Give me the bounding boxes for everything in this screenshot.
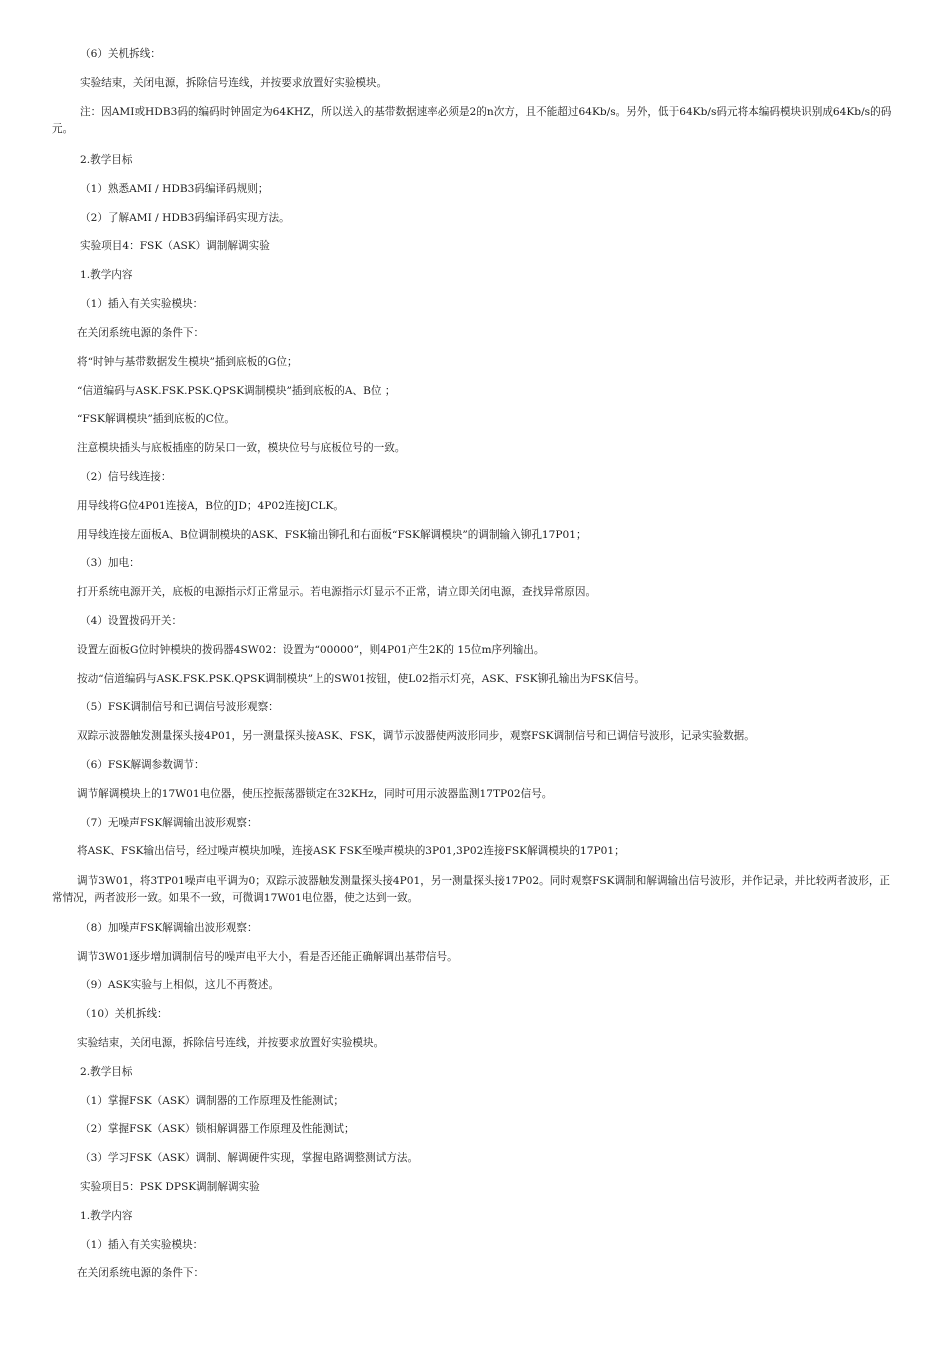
paragraph: “信道编码与ASK.FSK.PSK.QPSK调制模块”插到底板的A、B位 ； xyxy=(77,385,396,397)
step-heading: （3）加电： xyxy=(80,557,140,569)
paragraph: 将ASK、FSK输出信号，经过噪声模块加噪，连接ASK FSK至噪声模块的3P01,3P02连接FSK解调模块的17P01； xyxy=(77,845,625,857)
step-heading: （9）ASK实验与上相似，这儿不再赘述。 xyxy=(80,979,280,991)
experiment-title: 实验项目4：FSK（ASK）调制解调实验 xyxy=(80,240,270,252)
step-heading: （1）插入有关实验模块： xyxy=(80,1239,204,1251)
note-paragraph: 注：因AMI或HDB3码的编码时钟固定为64KHZ，所以送入的基带数据速率必须是2的n次方，且不能超过64Kb/s。另外，低于64Kb/s码元将本编码模块识别成64Kb/s的码元。 xyxy=(52,106,892,135)
paragraph: 调节解调模块上的17W01电位器，使压控振荡器锁定在32KHz，同时可用示波器监测17TP02信号。 xyxy=(77,788,553,800)
step-heading: （2）信号线连接： xyxy=(80,471,172,483)
list-item: （1）掌握FSK（ASK）调制器的工作原理及性能测试； xyxy=(80,1095,344,1107)
paragraph: 用导线将G位4P01连接A，B位的JD；4P02连接JCLK。 xyxy=(77,500,344,512)
list-item: （3）学习FSK（ASK）调制、解调硬件实现，掌握电路调整测试方法。 xyxy=(80,1152,419,1164)
experiment-title: 实验项目5：PSK DPSK调制解调实验 xyxy=(80,1181,260,1193)
list-item: （2）了解AMI / HDB3码编译码实现方法。 xyxy=(80,212,290,224)
paragraph: 在关闭系统电源的条件下： xyxy=(77,327,205,339)
paragraph: 按动“信道编码与ASK.FSK.PSK.QPSK调制模块”上的SW01按钮，使L02指示灯亮，ASK、FSK铆孔输出为FSK信号。 xyxy=(77,673,645,685)
paragraph: 调节3W01，将3TP01噪声电平调为0；双踪示波器触发测量探头接4P01，另一测量探头接17P02。同时观察FSK调制和解调输出信号波形，并作记录，并比较两者波形，正常情况，两者波形一致。如果不一致，可微调17W01电位器，使之达到一致。 xyxy=(52,875,891,904)
section-heading: 2.教学目标 xyxy=(80,1066,133,1078)
paragraph: 将“时钟与基带数据发生模块”插到底板的G位； xyxy=(77,356,298,368)
section-heading: 1.教学内容 xyxy=(80,269,133,281)
paragraph: 注意模块插头与底板插座的防呆口一致，模块位号与底板位号的一致。 xyxy=(77,442,406,454)
step-heading: （6）关机拆线： xyxy=(80,48,161,60)
step-heading: （5）FSK调制信号和已调信号波形观察： xyxy=(80,701,279,713)
step-heading: （8）加噪声FSK解调输出波形观察： xyxy=(80,922,258,934)
step-heading: （6）FSK解调参数调节： xyxy=(80,759,205,771)
paragraph: 实验结束，关闭电源，拆除信号连线，并按要求放置好实验模块。 xyxy=(80,77,388,89)
step-heading: （4）设置拨码开关： xyxy=(80,615,183,627)
list-item: （1）熟悉AMI / HDB3码编译码规则； xyxy=(80,183,269,195)
paragraph: 调节3W01逐步增加调制信号的噪声电平大小，看是否还能正确解调出基带信号。 xyxy=(77,951,458,963)
paragraph: 打开系统电源开关，底板的电源指示灯正常显示。若电源指示灯显示不正常，请立即关闭电源，查找异常原因。 xyxy=(77,586,597,598)
paragraph: 设置左面板G位时钟模块的拨码器4SW02：设置为“00000”，则4P01产生2K的 15位m序列输出。 xyxy=(77,644,545,656)
list-item: （2）掌握FSK（ASK）锁相解调器工作原理及性能测试； xyxy=(80,1123,355,1135)
step-heading: （1）插入有关实验模块： xyxy=(80,298,204,310)
paragraph: 双踪示波器触发测量探头接4P01，另一测量探头接ASK、FSK，调节示波器使两波形同步，观察FSK调制信号和已调信号波形，记录实验数据。 xyxy=(77,730,755,742)
step-heading: （7）无噪声FSK解调输出波形观察： xyxy=(80,817,258,829)
paragraph: 实验结束，关闭电源，拆除信号连线，并按要求放置好实验模块。 xyxy=(77,1037,385,1049)
paragraph: 在关闭系统电源的条件下： xyxy=(77,1267,205,1279)
paragraph: “FSK解调模块”插到底板的C位。 xyxy=(77,413,235,425)
section-heading: 1.教学内容 xyxy=(80,1210,133,1222)
paragraph: 用导线连接左面板A、B位调制模块的ASK、FSK输出铆孔和右面板“FSK解调模块”的调制输入铆孔17P01； xyxy=(77,529,587,541)
section-heading: 2.教学目标 xyxy=(80,154,133,166)
step-heading: （10）关机拆线： xyxy=(80,1008,168,1020)
